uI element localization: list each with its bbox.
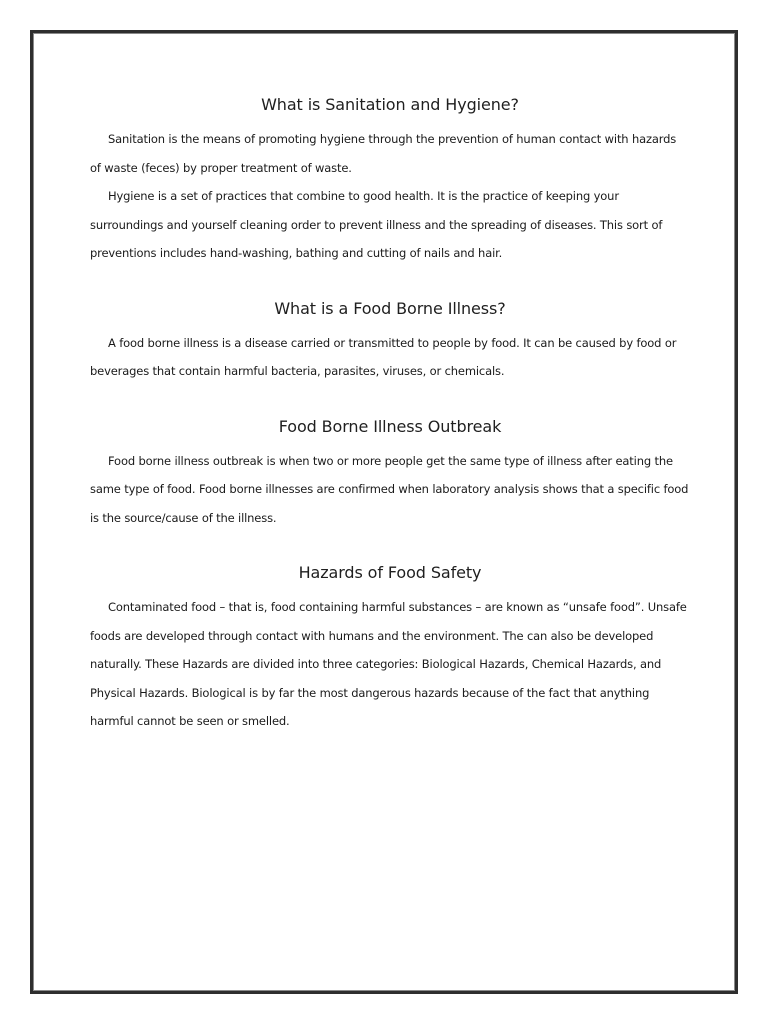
section-heading: What is Sanitation and Hygiene? xyxy=(261,95,519,114)
document-body xyxy=(90,91,690,736)
section-hazards xyxy=(90,559,690,736)
paragraph: Sanitation is the means of promoting hygiene through the prevention of human contact with hazards of waste (feces) by proper treatment of waste. xyxy=(90,132,677,175)
paragraph: Hygiene is a set of practices that combine to good health. It is the practice of keeping your surroundings and yourself cleaning order to prevent illness and the spreading of diseases. This sort of preventions includes hand-washing, bathing and cutting of nails and hair. xyxy=(90,189,663,260)
section-sanitation-hygiene xyxy=(90,91,690,268)
section-outbreak xyxy=(90,413,690,533)
section-heading: Hazards of Food Safety xyxy=(298,563,482,582)
paragraph: Food borne illness outbreak is when two or more people get the same type of illness after eating the same type of food. Food borne illnesses are confirmed when laboratory analysis shows that a specific food is the source/cause of the illness. xyxy=(90,453,689,525)
section-food-borne-illness xyxy=(90,295,690,386)
paragraph: Contaminated food – that is, food containing harmful substances – are known as “unsafe food”. Unsafe foods are developed through contact with humans and the environment. The can also be developed naturally. These Hazards are divided into three categories: Biological Hazards, Chemical Hazards, and Physical Hazards. Biological is by far the most dangerous hazards because of the fact that anything harmful cannot be seen or smelled. xyxy=(90,600,687,728)
paragraph: A food borne illness is a disease carried or transmitted to people by food. It can be caused by food or beverages that contain harmful bacteria, parasites, viruses, or chemicals. xyxy=(90,335,677,378)
section-heading: What is a Food Borne Illness? xyxy=(274,298,506,318)
section-heading: Food Borne Illness Outbreak xyxy=(278,416,502,436)
